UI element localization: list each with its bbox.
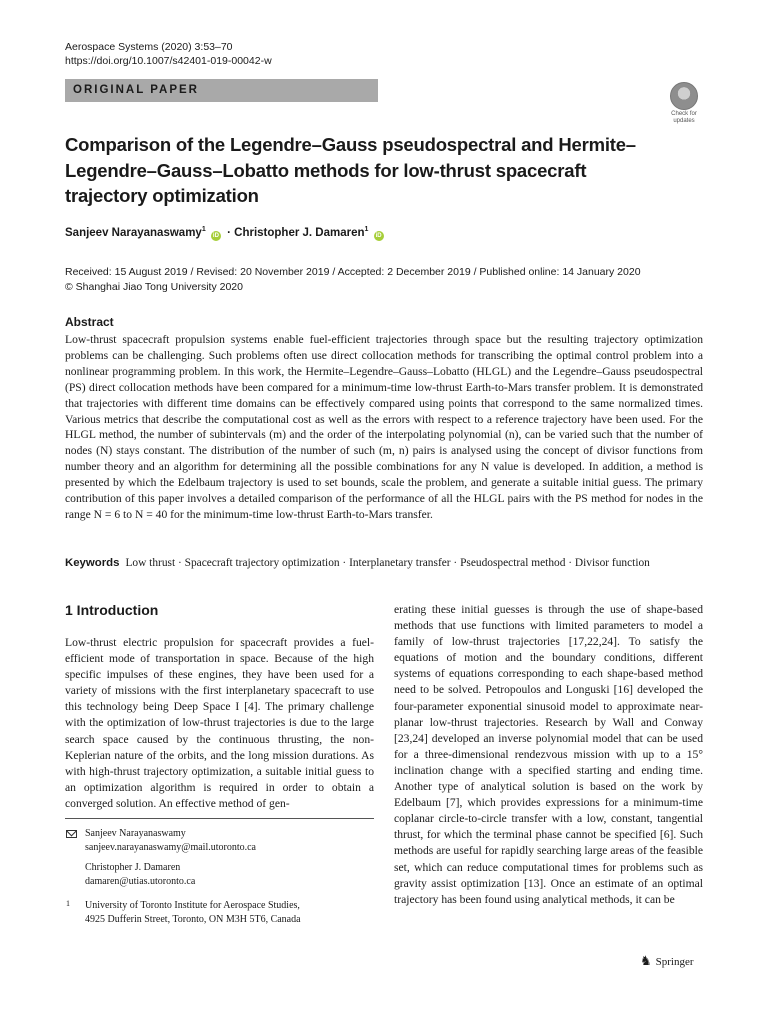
badge-label-1: Check for (671, 111, 697, 117)
paper-title: Comparison of the Legendre–Gauss pseudospectral and Hermite–Legendre–Gauss–Lobatto methods for low-thrust spacecraft trajectory optimization (65, 134, 636, 206)
intro-paragraph-right: erating these initial guesses is through the use of shape-based methods that use functions with limited parameters to model a family of low-thrust trajectories [17,22,24]. To satisfy the equations of motion and the boundary conditions, different systems of equations corresponding to each shape-based method need to be solved. Petropoulos and Longuski [16] developed the four-parameter exponential sinusoid model to approximate near-planar low-thrust trajectories. Research by Wall and Conway [23,24] developed an inverse polynomial model that can be used for a three-dimensional rendezvous mission with up to a 15° inclination change with a specified starting and ending time. Another type of analytical solution is based on the work by Edelbaum [7], which provides expressions for a minimum-time coplanar circle-to-circle transfer with a low, constant, tangential thrust, for which the terminal phase cannot be specified [6]. Such methods are useful for rapidly searching large areas of the feasible set, which can reduce computational times for problems such as gravity assist optimization [13]. Once an estimate of an optimal trajectory has been found using analytical methods, it can be (394, 603, 703, 906)
author-name: Christopher J. Damaren (85, 862, 181, 873)
affiliation-line: 4925 Dufferin Street, Toronto, ON M3H 5T6, Canada (85, 913, 301, 925)
check-updates-icon (670, 82, 698, 110)
keywords-label: Keywords (65, 557, 120, 569)
publisher-name: Springer (655, 956, 694, 968)
history-dates: Received: 15 August 2019 / Revised: 20 November 2019 / Accepted: 2 December 2019 / Published online: 14 January 2020 (65, 266, 641, 278)
footnote-divider (65, 818, 374, 819)
author-name[interactable]: Christopher J. Damaren (234, 226, 365, 239)
intro-right-column (394, 602, 703, 908)
orcid-icon[interactable]: iD (212, 232, 219, 239)
orcid-icon[interactable]: iD (375, 232, 382, 239)
publication-dates (65, 265, 641, 294)
copyright-line: © Shanghai Jiao Tong University 2020 (65, 280, 243, 293)
affiliation (85, 899, 301, 926)
author-list (65, 226, 387, 241)
journal-citation: Aerospace Systems (2020) 3:53–70 (65, 41, 233, 53)
author-email[interactable]: sanjeev.narayanaswamy@mail.utoronto.ca (85, 841, 256, 853)
badge-label-2: updates (673, 118, 695, 124)
affiliation-marker: 1 (364, 226, 369, 233)
abstract-text: Low-thrust spacecraft propulsion systems enable fuel-efficient trajectories through space but the resulting trajectory optimization problems can be challenging. Such problems often use direct collocation methods for transcribing the optimal control problem into a nonlinear programming problem. In this work, the Hermite–Legendre–Gauss–Lobatto (HLGL) and the Legendre–Gauss pseudospectral (PS) direct collocation methods have been compared for a minimum-time low-thrust Earth-to-Mars transfer problem. It is demonstrated that trajectories with different time domains can be effectively compared using points that correspond to the same normalized times. Various metrics that describe the computational cost as well as the errors with respect to a reference trajectory have been used. For the HLGL method, the number of subintervals (m) and the order of the interpolating polynomial (n), can be varied such that the number of nodes (N) stays constant. The distribution of the number of such (m, n) pairs is analysed using the concept of divisor functions from number theory and an algorithm for determining all the possible combinations for any N value is developed. In addition, a method is presented by which the Edelbaum trajectory is used to set bounds, scale the problem, and generate a suitable initial guess. The primary contribution of this paper involves a detailed comparison of the performance of all the HLGL pairs with the PS method for nodes in the range N = 6 to N = 40 for the minimum-time low-thrust Earth-to-Mars transfer. (65, 333, 703, 521)
author-separator: · (223, 226, 235, 239)
abstract-heading: Abstract (65, 315, 114, 329)
author-name: Sanjeev Narayanaswamy (85, 828, 186, 839)
publisher-logo (640, 953, 694, 969)
check-for-updates-badge[interactable] (664, 82, 704, 124)
affiliation-number: 1 (66, 899, 70, 908)
intro-paragraph-left: Low-thrust electric propulsion for spacecraft provides a fuel-efficient mode of transportation in space. Because of the high specific impulses of these engines, they have been used for a variety of missions with the first interplanetary spacecraft to use this technology being Deep Space I [4]. The primary challenge with the optimization of low-thrust trajectories is due to the large search space caused by the continuous thrusting, the non-Keplerian nature of the orbits, and the long mission durations. As with high-thrust trajectory optimization, a suitable initial guess to an optimization algorithm is required in order to obtain a converged solution. An effective method of gen- (65, 636, 374, 810)
article-type-banner: ORIGINAL PAPER (65, 79, 378, 102)
affiliation-line: University of Toronto Institute for Aerospace Studies, (85, 900, 300, 911)
author-name[interactable]: Sanjeev Narayanaswamy (65, 226, 202, 239)
springer-horse-icon: ♞ (640, 953, 652, 968)
affiliation-marker: 1 (201, 226, 206, 233)
coauthor-contact (85, 861, 195, 888)
keywords-list: Low thrust · Spacecraft trajectory optimization · Interplanetary transfer · Pseudospectral method · Divisor function (125, 557, 650, 569)
envelope-icon (66, 829, 77, 843)
corresponding-author (85, 827, 256, 854)
doi-link[interactable]: https://doi.org/10.1007/s42401-019-00042-w (65, 55, 272, 67)
section-heading: 1 Introduction (65, 602, 159, 618)
keywords (65, 557, 715, 569)
author-email[interactable]: damaren@utias.utoronto.ca (85, 875, 196, 887)
intro-left-column (65, 635, 374, 812)
